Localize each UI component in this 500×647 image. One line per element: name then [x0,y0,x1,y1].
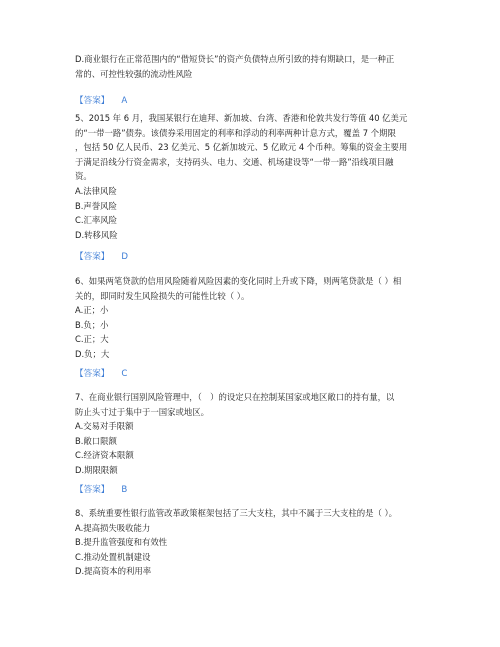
answer-line-q5 [75,251,128,263]
question-stem-line: 资。 [75,171,92,182]
answer-value: A [121,96,128,106]
answer-line-q6 [75,368,127,380]
option-a: A.正；小 [75,305,109,316]
question-stem-line: 于满足沿线分行资金需求，支持码头、电力、交通、机场建设等“一带一路”沿线项目融 [75,156,394,167]
option-b: B.负；小 [75,319,109,330]
question-5 [75,111,435,242]
answer-tag: 【答案】 [75,485,110,495]
option-c: C.经济资本限额 [75,450,134,461]
text-line: 常的、可控性较强的流动性风险 [75,68,193,79]
answer-tag: 【答案】 [75,96,110,106]
question-stem-line: 8、系统重要性银行监管改革政策框架包括了三大支柱，其中不属于三大支柱的是（ ）。 [75,508,398,518]
option-a: A.法律风险 [75,185,117,196]
question-stem-line: 7、在商业银行国别风险管理中，（ ）的设定只在控制某国家或地区敞口的持有量，以 [75,392,395,402]
option-b: B.声誉风险 [75,200,117,211]
option-b: B.敞口限额 [75,435,117,446]
option-c: C.正；大 [75,334,109,345]
question-stem-line: 5、2015 年 6 月，我国某银行在迪拜、新加坡、台湾、香港和伦敦共发行等值 40 亿美元 [75,113,408,123]
option-c: C.推动处置机制建设 [75,551,151,562]
question-stem-line: ，包括 50 亿人民币、23 亿美元、5 亿新加坡元、5 亿欧元 4 个币种。筹集的资金主要用 [75,142,408,153]
answer-tag: 【答案】 [75,252,110,262]
prev-option-d [75,52,435,81]
question-6 [75,274,435,362]
question-stem-line: 防止头寸过于集中于一国家或地区。 [75,406,209,417]
answer-tag: 【答案】 [75,369,110,379]
option-a: A.交易对手限额 [75,421,134,432]
question-stem-line: 6、如果两笔贷款的信用风险随着风险因素的变化同时上升或下降，则两笔贷款是（ ）相 [75,276,402,286]
answer-value: B [121,485,128,495]
answer-line-prev [75,95,127,107]
option-c: C.汇率风险 [75,215,118,226]
option-d: D.转移风险 [75,229,118,240]
option-d: D.提高资本的利用率 [75,566,152,577]
question-stem-line: 关的，即同时发生风险损失的可能性比较（ ）。 [75,290,250,301]
question-8 [75,506,435,579]
text-line: D.商业银行在正常范围内的“借短贷长”的资产负债特点所引致的持有期缺口，是一种正 [75,54,395,64]
option-b: B.提升监管强度和有效性 [75,537,168,548]
question-7 [75,390,435,478]
answer-value: C [121,369,128,379]
option-a: A.提高损失吸收能力 [75,522,151,533]
answer-line-q7 [75,484,127,496]
answer-value: D [121,252,129,262]
option-d: D.负；大 [75,348,110,359]
question-stem-line: 的“一带一路”债券。该债券采用固定的利率和浮动的利率两种计息方式，覆盖 7 个期限 [75,127,396,138]
option-d: D.期限限额 [75,464,118,475]
